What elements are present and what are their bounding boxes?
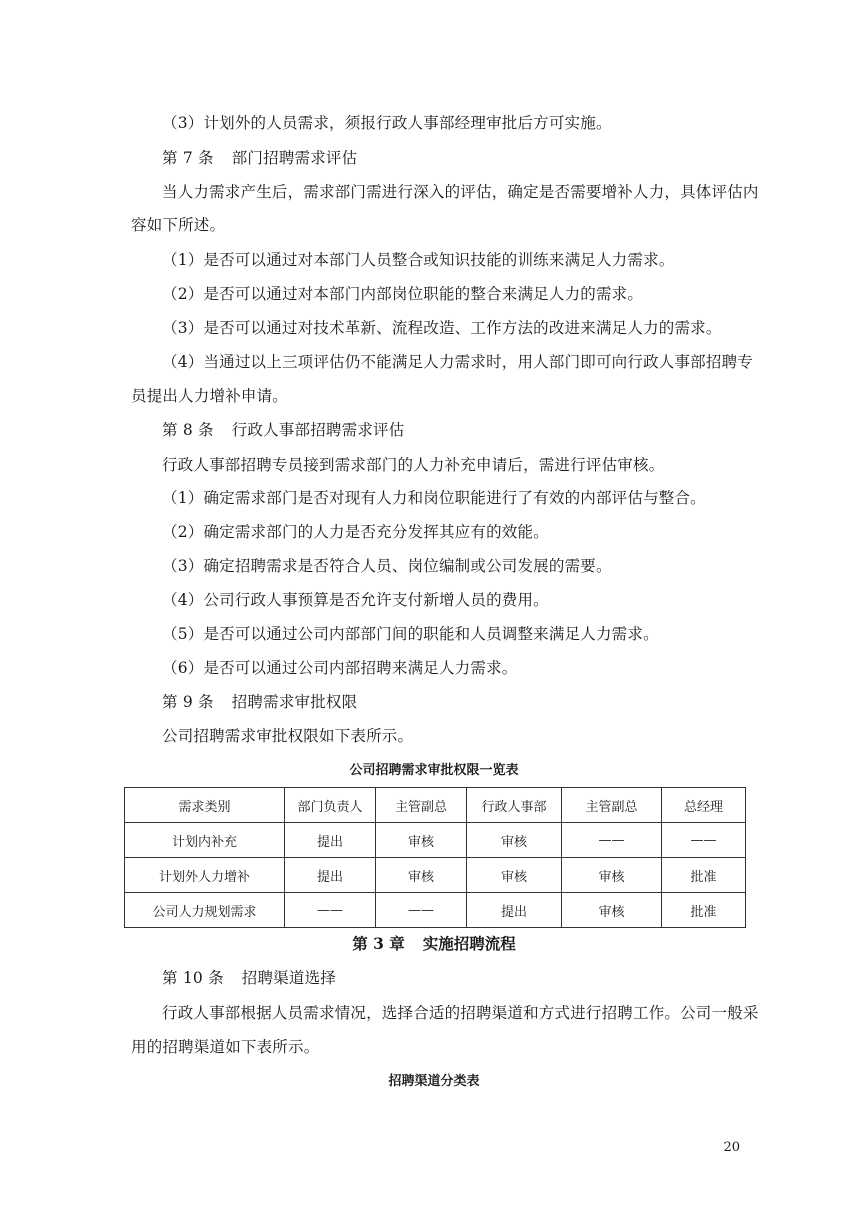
paragraph-line: 公司招聘需求审批权限如下表所示。 bbox=[162, 727, 414, 745]
header-cell: 主管副总 bbox=[562, 788, 662, 823]
article-9-heading bbox=[162, 692, 742, 712]
header-cell: 部门负责人 bbox=[285, 788, 376, 823]
table-row bbox=[125, 823, 746, 858]
list-item: （1）确定需求部门是否对现有人力和岗位职能进行了有效的内部评估与整合。 bbox=[162, 489, 706, 507]
list-item: （3）是否可以通过对技术革新、流程改造、工作方法的改进来满足人力的需求。 bbox=[162, 319, 722, 337]
header-cell: 行政人事部 bbox=[467, 788, 562, 823]
chapter-number: 第 3 章 bbox=[352, 934, 405, 953]
article-10-heading bbox=[162, 968, 742, 988]
table-cell: 提出 bbox=[285, 823, 376, 858]
table-cell: 提出 bbox=[285, 858, 376, 893]
table-cell: 审核 bbox=[376, 823, 467, 858]
chapter-heading bbox=[124, 934, 744, 954]
approval-authority-table bbox=[124, 787, 746, 928]
chapter-title: 实施招聘流程 bbox=[422, 934, 516, 953]
article-number: 第 8 条 bbox=[162, 421, 214, 439]
table-cell: 审核 bbox=[467, 823, 562, 858]
paragraph-line: 容如下所述。 bbox=[131, 216, 226, 234]
table-row bbox=[125, 858, 746, 893]
list-item-continued: 员提出人力增补申请。 bbox=[131, 387, 289, 405]
table-cell: —— bbox=[562, 823, 662, 858]
list-item: （3）确定招聘需求是否符合人员、岗位编制或公司发展的需要。 bbox=[162, 557, 612, 575]
header-cell: 总经理 bbox=[662, 788, 746, 823]
table-cell: 计划外人力增补 bbox=[125, 858, 285, 893]
table-row bbox=[125, 893, 746, 928]
article-number: 第 7 条 bbox=[162, 149, 214, 167]
table-cell: —— bbox=[376, 893, 467, 928]
table-cell: 审核 bbox=[376, 858, 467, 893]
article-title: 部门招聘需求评估 bbox=[231, 149, 358, 167]
table-cell: 审核 bbox=[562, 893, 662, 928]
table-cell: 审核 bbox=[562, 858, 662, 893]
paragraph-line: 行政人事部根据人员需求情况，选择合适的招聘渠道和方式进行招聘工作。公司一般采 bbox=[162, 1004, 759, 1022]
table-cell: 提出 bbox=[467, 893, 562, 928]
list-item: （1）是否可以通过对本部门人员整合或知识技能的训练来满足人力需求。 bbox=[162, 251, 675, 269]
list-item: （6）是否可以通过公司内部招聘来满足人力需求。 bbox=[162, 659, 518, 677]
list-item: （2）是否可以通过对本部门内部岗位职能的整合来满足人力的需求。 bbox=[162, 285, 644, 303]
table-caption: 招聘渠道分类表 bbox=[388, 1074, 480, 1089]
article-number: 第 9 条 bbox=[162, 693, 214, 711]
table-cell: 审核 bbox=[467, 858, 562, 893]
table-cell: —— bbox=[285, 893, 376, 928]
table-cell: 批准 bbox=[662, 893, 746, 928]
page-number: 20 bbox=[723, 1140, 740, 1155]
article-8-heading bbox=[162, 420, 742, 440]
article-title: 行政人事部招聘需求评估 bbox=[231, 421, 405, 439]
list-item: （4）公司行政人事预算是否允许支付新增人员的费用。 bbox=[162, 591, 549, 609]
table-cell: —— bbox=[662, 823, 746, 858]
header-cell: 主管副总 bbox=[376, 788, 467, 823]
header-cell: 需求类别 bbox=[125, 788, 285, 823]
article-title: 招聘渠道选择 bbox=[241, 969, 336, 987]
article-title: 招聘需求审批权限 bbox=[231, 693, 358, 711]
paragraph-line: 行政人事部招聘专员接到需求部门的人力补充申请后，需进行评估审核。 bbox=[162, 456, 665, 474]
table-cell: 计划内补充 bbox=[125, 823, 285, 858]
paragraph-line: 当人力需求产生后，需求部门需进行深入的评估，确定是否需要增补人力，具体评估内 bbox=[162, 183, 759, 201]
table-cell: 公司人力规划需求 bbox=[125, 893, 285, 928]
table-header-row bbox=[125, 788, 746, 823]
paragraph-line: （3）计划外的人员需求，须报行政人事部经理审批后方可实施。 bbox=[162, 114, 612, 132]
article-7-heading bbox=[162, 148, 742, 168]
list-item: （4）当通过以上三项评估仍不能满足人力需求时，用人部门即可向行政人事部招聘专 bbox=[162, 353, 753, 371]
table-cell: 批准 bbox=[662, 858, 746, 893]
paragraph-line: 用的招聘渠道如下表所示。 bbox=[131, 1038, 320, 1056]
list-item: （2）确定需求部门的人力是否充分发挥其应有的效能。 bbox=[162, 523, 549, 541]
table-caption: 公司招聘需求审批权限一览表 bbox=[349, 763, 519, 778]
article-number: 第 10 条 bbox=[162, 969, 224, 987]
list-item: （5）是否可以通过公司内部部门间的职能和人员调整来满足人力需求。 bbox=[162, 625, 659, 643]
